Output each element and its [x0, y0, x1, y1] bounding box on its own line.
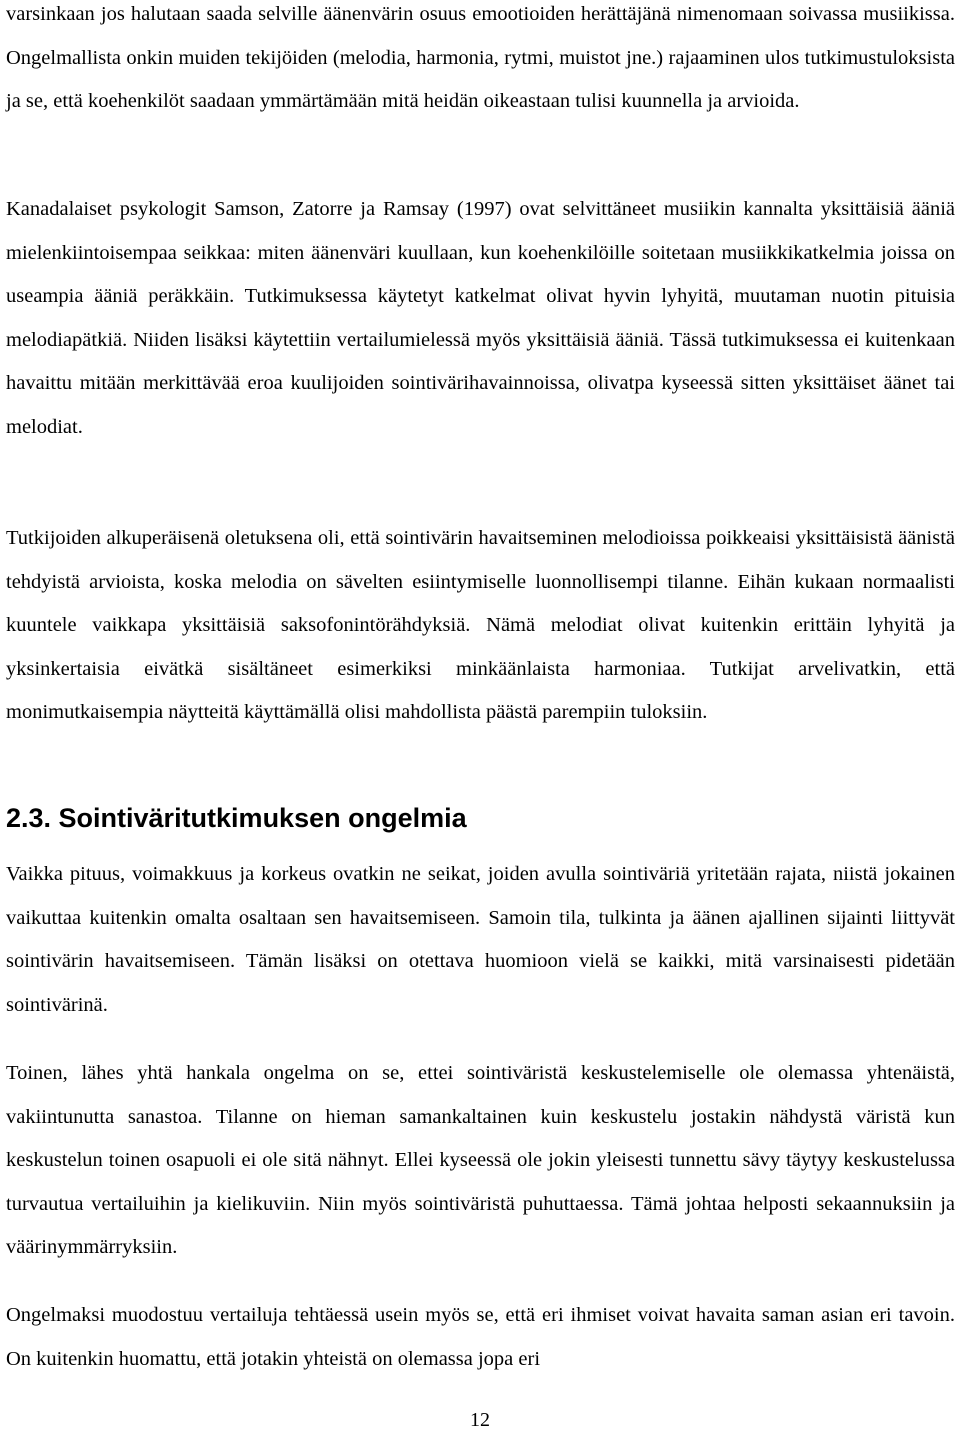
paragraph-5: Toinen, lähes yhtä hankala ongelma on se, ettei sointiväristä keskustelemiselle ole olemassa yhtenäistä, vakiintunutta sanastoa. Tilanne on hieman samankaltainen kuin keskustelu jostakin nähdystä väristä kun keskustelun toinen osapuoli ei ole sitä nähnyt. Ellei kyseessä ole jokin yleisesti tunnettu sävy täytyy keskustelussa turvautua vertailuihin ja kielikuviin. Niin myös sointiväristä puhuttaessa. Tämä johtaa helposti sekaannuksiin ja väärinymmärryksiin. [6, 1062, 955, 1259]
paragraph-6: Ongelmaksi muodostuu vertailuja tehtäessä usein myös se, että eri ihmiset voivat havaita saman asian eri tavoin. On kuitenkin huomattu, että jotakin yhteistä on olemassa jopa eri [6, 1304, 955, 1370]
paragraph-4: Vaikka pituus, voimakkuus ja korkeus ovatkin ne seikat, joiden avulla sointiväriä yritetään rajata, niistä jokainen vaikuttaa kuitenkin omalta osaltaan sen havaitsemiseen. Samoin tila, tulkinta ja äänen ajallinen sijainti liittyvät sointivärin havaitsemiseen. Tämän lisäksi on otettava huomioon vielä se kaikki, mitä varsinaisesti pidetään sointivärinä. [6, 863, 955, 1016]
paragraph-1: varsinkaan jos halutaan saada selville äänenvärin osuus emootioiden herättäjänä nimenomaan soivassa musiikissa. Ongelmallista onkin muiden tekijöiden (melodia, harmonia, rytmi, muistot jne.) rajaaminen ulos tutkimustuloksista ja se, että koehenkilöt saadaan ymmärtämään mitä heidän oikeastaan tulisi kuunnella ja arvioida. [6, 3, 955, 113]
paragraph-2: Kanadalaiset psykologit Samson, Zatorre ja Ramsay (1997) ovat selvittäneet musiikin kannalta yksittäisiä ääniä mielenkiintoisempaa seikkaa: miten äänenväri kuullaan, kun koehenkilöille soitetaan musiikkikatkelmia joissa on useampia ääniä peräkkäin. Tutkimuksessa käytetyt katkelmat olivat hyvin lyhyitä, muutaman nuotin pituisia melodiapätkiä. Niiden lisäksi käytettiin vertailumielessä myös yksittäisiä ääniä. Tässä tutkimuksessa ei kuitenkaan havaittu mitään merkittävää eroa kuulijoiden sointivärihavainnoissa, olivatpa kyseessä sitten yksittäiset äänet tai melodiat. [6, 198, 955, 438]
section-heading: 2.3. Sointiväritutkimuksen ongelmia [6, 803, 467, 833]
paragraph-3: Tutkijoiden alkuperäisenä oletuksena oli, että sointivärin havaitseminen melodioissa poikkeaisi yksittäisistä äänistä tehdyistä arvioista, koska melodia on sävelten esiintymiselle luonnollisempi tilanne. Eihän kukaan normaalisti kuuntele vaikkapa yksittäisiä saksofonintörähdyksiä. Nämä melodiat olivat kuitenkin erittäin lyhyitä ja yksinkertaisia eivätkä sisältäneet esimerkiksi minkäänlaista harmoniaa. Tutkijat arvelivatkin, että monimutkaisempia näytteitä käyttämällä olisi mahdollista päästä parempiin tuloksiin. [6, 527, 955, 724]
page-number: 12 [470, 1409, 490, 1431]
